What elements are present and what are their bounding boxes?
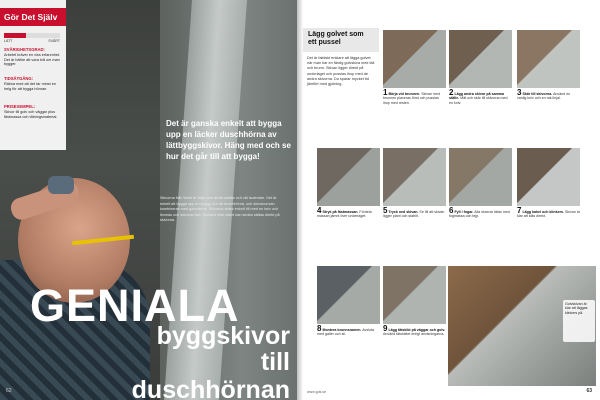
step-caption (383, 88, 446, 105)
step-caption (317, 206, 380, 219)
difficulty-meter-fill (4, 33, 26, 38)
step-text: Skivan med brunnen placeras först och pusslas ihop med resten. (383, 92, 440, 105)
step-text: Mät och skär till skivorna med en kniv. (449, 96, 508, 105)
page-number-right: 63 (586, 388, 592, 394)
step-photo (517, 30, 580, 88)
step-number: 6 (449, 206, 454, 215)
page-number-left: 62 (6, 388, 12, 394)
headline-main: GENIALA (30, 280, 240, 331)
step-caption (517, 206, 580, 219)
step-photo (383, 266, 446, 324)
step-number: 5 (383, 206, 388, 215)
step-heading: Fyll i fogar. (454, 210, 474, 214)
step-text: Avsluta med galler och sil. (317, 328, 374, 337)
footer-url: www.gds.se (307, 390, 327, 394)
section-tag: Gör Det Själv (0, 8, 66, 26)
step-text: Fördela massan jämnt över underlaget. (317, 210, 372, 219)
glove (48, 176, 74, 194)
step-number: 9 (383, 324, 388, 333)
sidebar-text: Arbetet kräver en viss erfarenhet. Det är bättre att vara två om man bygger. (4, 53, 61, 67)
step-photo (383, 30, 446, 88)
box-title (303, 28, 379, 52)
step-photo (317, 266, 380, 324)
body-text: Skivorna från Wedi är lätta men ändå stabila och väl isolerade. Det är enkelt att bygga upp en snygg och tät duschhörna, och skivorna kan kombineras med golvvärme. Skivorna skärs enkelt till med en kniv och limmas och skruvas fast. Klinkers eller kakel kan sedan sättas direkt på skivorna. (160, 196, 280, 223)
step-heading: Börja vid brunnen. (388, 92, 421, 96)
step-photo (383, 148, 446, 206)
headline-line2: byggskivor (156, 322, 290, 350)
sidebar-heading: PRISEXEMPEL: (4, 104, 36, 109)
step-caption (383, 324, 446, 337)
sidebar-heading: TIDSÅTGÅNG: (4, 76, 34, 81)
step-heading: Lägg andra skivor på samma ställe. (449, 92, 504, 101)
right-page (303, 0, 600, 400)
step-photo (317, 148, 380, 206)
lede-text: Det är ganska enkelt att bygga upp en läcker duschhörna av lättbyggskivor. Häng med och se hur det går till att bygga! (166, 119, 291, 161)
step-caption (383, 206, 446, 219)
step-number: 7 (517, 206, 522, 215)
step-caption (517, 88, 580, 101)
step-number: 2 (449, 88, 454, 97)
step-text: Se till att skivan ligger plant och stabilt. (383, 210, 445, 219)
meter-label-easy: LÄTT (4, 39, 13, 43)
sidebar-text: Skivor till golv och väggar plus fästmassa och tätningsmaterial. (4, 110, 58, 119)
step-heading: Lägg kakel och klinkers. (522, 210, 564, 214)
difficulty-meter (4, 30, 60, 42)
headline-line3: till duschhörnan (131, 348, 290, 400)
step-photo (449, 148, 512, 206)
intro-text: Det är faktiskt enklare att lägga golvet när man har en färdig golvskiva med fall och brunn. Skivan ligger direkt på underlaget och pusslas ihop med de andra skivorna. Du sparar mycket tid jämfört med gjutning. (307, 56, 375, 87)
step-text: Alla skarvar tätas med fogmassa och tejp. (449, 210, 510, 219)
step-photo (517, 148, 580, 206)
step-heading: Skär till skivorna. (522, 92, 553, 96)
meter-label-hard: SVÅRT (48, 39, 60, 43)
sidebar-heading: SVÅRIGHETSGRAD: (4, 47, 45, 52)
box-title-text: Lägg golvet som ett pussel (308, 31, 364, 46)
step-heading: Stryk på fästmassan. (322, 210, 359, 214)
step-text: Använd en vanlig kniv och en rak linjal. (517, 92, 571, 101)
step-heading: Lägg tätskikt på väggar och golv. (388, 328, 446, 332)
step-text: Använd tätskiktet enligt anvisningarna. (383, 332, 445, 337)
sidebar-text: Räkna med att det tar minst en helg för att bygga hörnan. (4, 82, 56, 91)
step-heading: Tryck ned skivan. (388, 210, 419, 214)
info-sidebar (0, 0, 66, 150)
step-caption (317, 324, 380, 337)
step-heading: Montera brunnsramen. (322, 328, 362, 332)
caption-bubble: Golvskivan är klar att läggas klinkers på. (563, 300, 595, 342)
step-caption (449, 88, 512, 105)
step-photo (449, 30, 512, 88)
step-text: Skivan är klar att kläs direkt. (517, 210, 580, 219)
step-number: 4 (317, 206, 322, 215)
left-page (0, 0, 297, 400)
step-number: 3 (517, 88, 522, 97)
step-number: 8 (317, 324, 322, 333)
step-number: 1 (383, 88, 388, 97)
step-caption (449, 206, 512, 219)
